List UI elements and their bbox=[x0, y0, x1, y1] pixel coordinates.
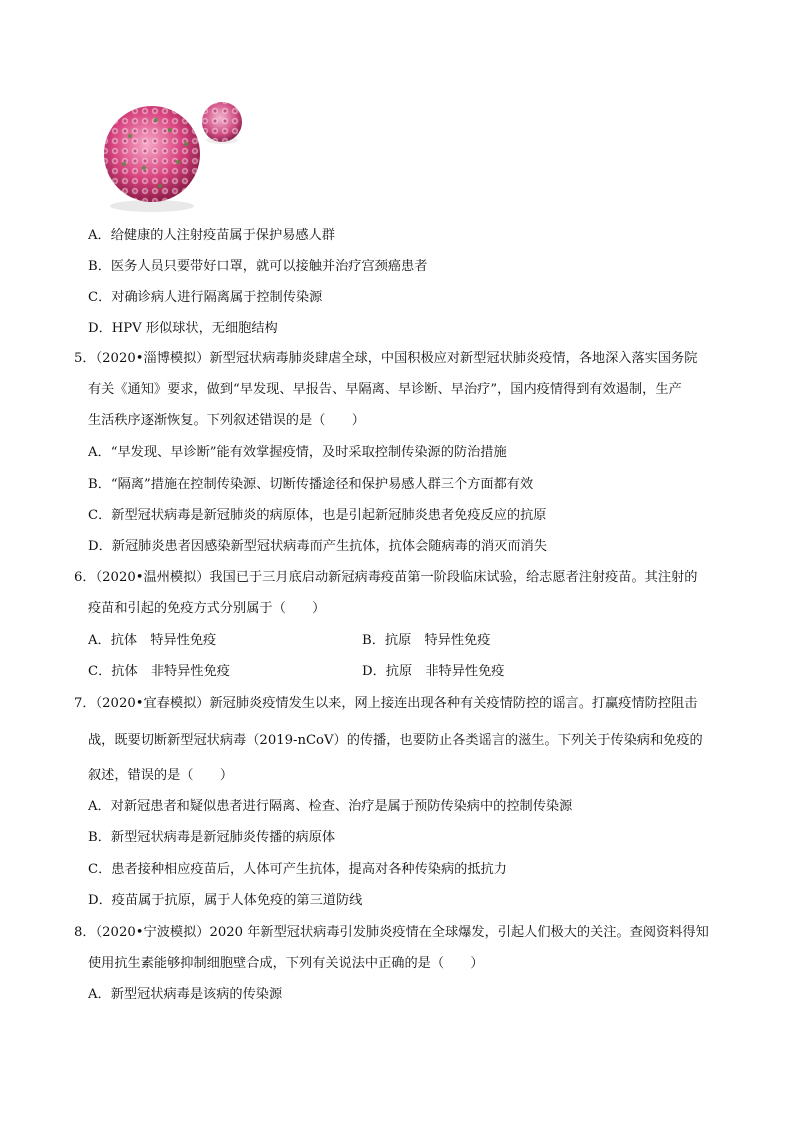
q5-option-a: A．“早发现、早诊断”能有效掌握疫情，及时采取控制传染源的防治措施 bbox=[88, 445, 507, 460]
q7-option-b: B．新型冠状病毒是新冠肺炎传播的病原体 bbox=[88, 830, 336, 845]
q6-option-d: D．抗原 非特异性免疫 bbox=[362, 664, 505, 679]
q6-option-b: B．抗原 特异性免疫 bbox=[362, 633, 491, 648]
q4-option-d: D．HPV 形似球状，无细胞结构 bbox=[88, 321, 278, 336]
q4-option-a: A．给健康的人注射疫苗属于保护易感人群 bbox=[88, 228, 335, 243]
q4-option-c: C．对确诊病人进行隔离属于控制传染源 bbox=[88, 290, 323, 305]
q7-stem-line-3: 叙述，错误的是（ ） bbox=[88, 768, 234, 783]
q4-option-b: B．医务人员只要带好口罩，就可以接触并治疗宫颈癌患者 bbox=[88, 259, 428, 274]
q8-stem-line-2: 使用抗生素能够抑制细胞壁合成，下列有关说法中正确的是（ ） bbox=[88, 956, 484, 971]
q5-option-b: B．“隔离”措施在控制传染源、切断传播途径和保护易感人群三个方面都有效 bbox=[88, 477, 534, 492]
q5-stem-line-3: 生活秩序逐渐恢复。下列叙述错误的是（ ） bbox=[88, 413, 365, 428]
q7-option-d: D．疫苗属于抗原，属于人体免疫的第三道防线 bbox=[88, 893, 363, 908]
q6-option-a: A．抗体 特异性免疫 bbox=[88, 633, 217, 648]
q7-stem-line-1: 7．（2020•宜春模拟）新冠肺炎疫情发生以来，网上接连出现各种有关疫情防控的谣言。打赢疫情防控阻击 bbox=[74, 696, 698, 711]
q8-stem-line-1: 8．（2020•宁波模拟）2020 年新型冠状病毒引发肺炎疫情在全球爆发，引起人们极大的关注。查阅资料得知 bbox=[74, 925, 709, 940]
q5-option-c: C．新型冠状病毒是新冠肺炎的病原体，也是引起新冠肺炎患者免疫反应的抗原 bbox=[88, 508, 547, 523]
q7-option-c: C．患者接种相应疫苗后，人体可产生抗体，提高对各种传染病的抵抗力 bbox=[88, 862, 507, 877]
virus-illustration bbox=[100, 96, 250, 216]
q5-stem-line-1: 5．（2020•淄博模拟）新型冠状病毒肺炎肆虐全球，中国积极应对新型冠状肺炎疫情，各地深入落实国务院 bbox=[74, 351, 698, 366]
q7-stem-line-2: 战，既要切断新型冠状病毒（2019-nCoV）的传播，也要防止各类谣言的滋生。下列关于传染病和免疫的 bbox=[88, 733, 703, 748]
q7-option-a: A．对新冠患者和疑似患者进行隔离、检查、治疗是属于预防传染病中的控制传染源 bbox=[88, 799, 573, 814]
q8-option-a: A．新型冠状病毒是该病的传染源 bbox=[88, 987, 283, 1002]
q5-stem-line-2: 有关《通知》要求，做到“早发现、早报告、早隔离、早诊断、早治疗”，国内疫情得到有效遏制，生产 bbox=[88, 382, 682, 397]
q6-option-c: C．抗体 非特异性免疫 bbox=[88, 664, 230, 679]
q6-stem-line-1: 6．（2020•温州模拟）我国已于三月底启动新冠病毒疫苗第一阶段临床试验，给志愿者注射疫苗。其注射的 bbox=[74, 570, 698, 585]
q6-stem-line-2: 疫苗和引起的免疫方式分别属于（ ） bbox=[88, 601, 326, 616]
q5-option-d: D．新冠肺炎患者因感染新型冠状病毒而产生抗体，抗体会随病毒的消灭而消失 bbox=[88, 539, 547, 554]
